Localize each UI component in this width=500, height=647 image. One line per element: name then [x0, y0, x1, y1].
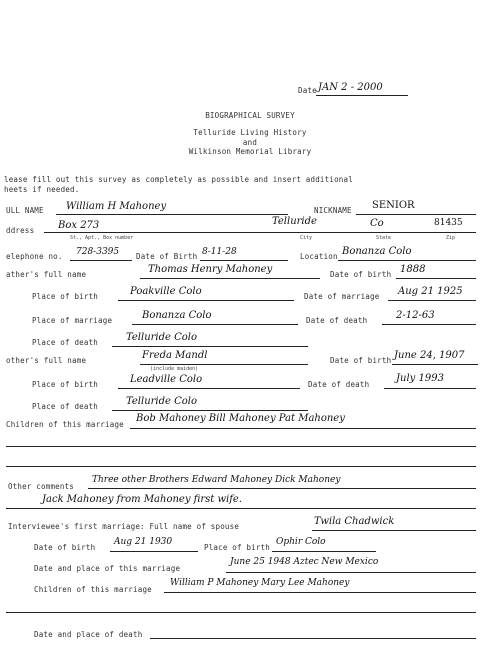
- children-line-2: [6, 446, 476, 447]
- children2-label: Children of this marriage: [34, 585, 152, 594]
- location-label: Location: [300, 252, 338, 261]
- father-name-value[interactable]: Thomas Henry Mahoney: [148, 264, 273, 275]
- children-label: Children of this marriage: [6, 420, 124, 429]
- spouse-dob-value[interactable]: Aug 21 1930: [114, 537, 173, 547]
- children2-value[interactable]: William P Mahoney Mary Lee Mahoney: [170, 578, 350, 588]
- spouse-value[interactable]: Twila Chadwick: [314, 516, 395, 527]
- dob-value[interactable]: 8-11-28: [202, 247, 237, 257]
- mother-pob-label: Place of birth: [32, 380, 99, 389]
- spouse-pob-label: Place of birth: [204, 543, 271, 552]
- org-line-2: and: [242, 138, 258, 147]
- father-pom-value[interactable]: Bonanza Colo: [142, 310, 212, 321]
- father-pob-value[interactable]: Poakville Colo: [130, 286, 202, 297]
- intro-line-2: heets if needed.: [4, 185, 80, 194]
- full-name-line: [56, 214, 288, 215]
- mother-name-label: other's full name: [6, 356, 87, 365]
- spouse-dob-line: [110, 551, 198, 552]
- father-dod-line: [382, 324, 476, 325]
- children-value[interactable]: Bob Mahoney Bill Mahoney Pat Mahoney: [136, 413, 345, 424]
- mother-dob-line: [392, 364, 478, 365]
- nickname-value[interactable]: SENIOR: [372, 200, 415, 211]
- father-dom-value[interactable]: Aug 21 1925: [398, 286, 463, 297]
- children-line-3: [6, 466, 476, 467]
- state-value[interactable]: Co: [370, 218, 384, 229]
- mother-dod-value[interactable]: July 1993: [396, 373, 444, 384]
- dob-label: Date of Birth: [136, 252, 198, 261]
- comments-line-2: [6, 508, 476, 509]
- comments-value-1[interactable]: Three other Brothers Edward Mahoney Dick Mahoney: [92, 475, 341, 485]
- father-dom-label: Date of marriage: [304, 292, 380, 301]
- mother-pob-value[interactable]: Leadville Colo: [130, 374, 203, 385]
- father-pob-line: [118, 300, 294, 301]
- mother-pod-value[interactable]: Telluride Colo: [126, 396, 198, 407]
- zip-value[interactable]: 81435: [434, 218, 463, 228]
- nickname-line: [356, 214, 476, 215]
- father-pod-label: Place of death: [32, 338, 99, 347]
- date-line: [316, 95, 408, 96]
- date-label: Date: [298, 86, 317, 95]
- death-label: Date and place of death: [34, 630, 143, 639]
- intro-line-1: lease fill out this survey as completely as possible and insert additional: [4, 175, 353, 184]
- children-line: [130, 428, 476, 429]
- mother-name-value[interactable]: Freda Mandl: [142, 350, 208, 361]
- address-value[interactable]: Box 273: [58, 220, 100, 231]
- location-line: [338, 260, 476, 261]
- address-sublabel: St., Apt., Box number: [70, 235, 134, 241]
- date-value[interactable]: JAN 2 - 2000: [318, 82, 383, 93]
- survey-title: BIOGRAPHICAL SURVEY: [205, 111, 295, 120]
- mother-dod-line: [384, 388, 476, 389]
- mother-dob-value[interactable]: June 24, 1907: [394, 350, 465, 361]
- father-pob-label: Place of birth: [32, 292, 99, 301]
- father-dod-label: Date of death: [306, 316, 368, 325]
- marriage-label: Date and place of this marriage: [34, 564, 181, 573]
- father-dob-line: [396, 278, 476, 279]
- marriage-value[interactable]: June 25 1948 Aztec New Mexico: [230, 557, 379, 567]
- death-line: [150, 638, 476, 639]
- city-sublabel: City: [300, 235, 313, 241]
- telephone-line: [70, 260, 132, 261]
- telephone-label: elephone no.: [6, 252, 63, 261]
- zip-sublabel: Zip: [446, 235, 456, 241]
- father-dob-label: Date of birth: [330, 270, 392, 279]
- father-dod-value[interactable]: 2-12-63: [396, 310, 435, 321]
- mother-pod-line: [112, 410, 308, 411]
- org-line-3: Wilkinson Memorial Library: [188, 147, 312, 156]
- state-sublabel: State: [376, 235, 392, 241]
- spouse-dob-label: Date of birth: [34, 543, 96, 552]
- mother-pod-label: Place of death: [32, 402, 99, 411]
- mother-dod-label: Date of death: [308, 380, 370, 389]
- spouse-pob-line: [272, 551, 376, 552]
- address-line: [44, 232, 476, 233]
- spouse-line: [312, 530, 476, 531]
- mother-name-line: [140, 364, 308, 365]
- dob-line: [200, 260, 288, 261]
- spouse-pob-value[interactable]: Ophir Colo: [276, 537, 326, 547]
- father-dom-line: [388, 300, 476, 301]
- father-pom-label: Place of marriage: [32, 316, 113, 325]
- children2-line-2: [6, 612, 476, 613]
- org-line-1: Telluride Living History: [193, 128, 307, 137]
- spouse-label: Interviewee's first marriage: Full name of spouse: [8, 522, 240, 531]
- mother-pob-line: [118, 388, 300, 389]
- father-pom-line: [132, 324, 298, 325]
- children2-line: [164, 592, 476, 593]
- telephone-value[interactable]: 728-3395: [76, 247, 120, 257]
- marriage-line: [226, 572, 476, 573]
- comments-value-2[interactable]: Jack Mahoney from Mahoney first wife.: [42, 494, 243, 505]
- mother-dob-label: Date of birth: [330, 356, 392, 365]
- father-name-label: ather's full name: [6, 270, 87, 279]
- comments-line-1: [88, 488, 476, 489]
- father-name-line: [140, 278, 320, 279]
- full-name-value[interactable]: William H Mahoney: [66, 201, 167, 212]
- father-pod-line: [112, 346, 308, 347]
- nickname-label: NICKNAME: [314, 206, 352, 215]
- address-label: ddress: [6, 226, 35, 235]
- father-pod-value[interactable]: Telluride Colo: [126, 332, 198, 343]
- location-value[interactable]: Bonanza Colo: [342, 246, 412, 257]
- full-name-label: ULL NAME: [6, 206, 44, 215]
- comments-label: Other comments: [8, 482, 75, 491]
- father-dob-value[interactable]: 1888: [400, 264, 426, 275]
- city-value[interactable]: Telluride: [272, 216, 317, 227]
- maiden-note: (include maiden): [150, 366, 199, 372]
